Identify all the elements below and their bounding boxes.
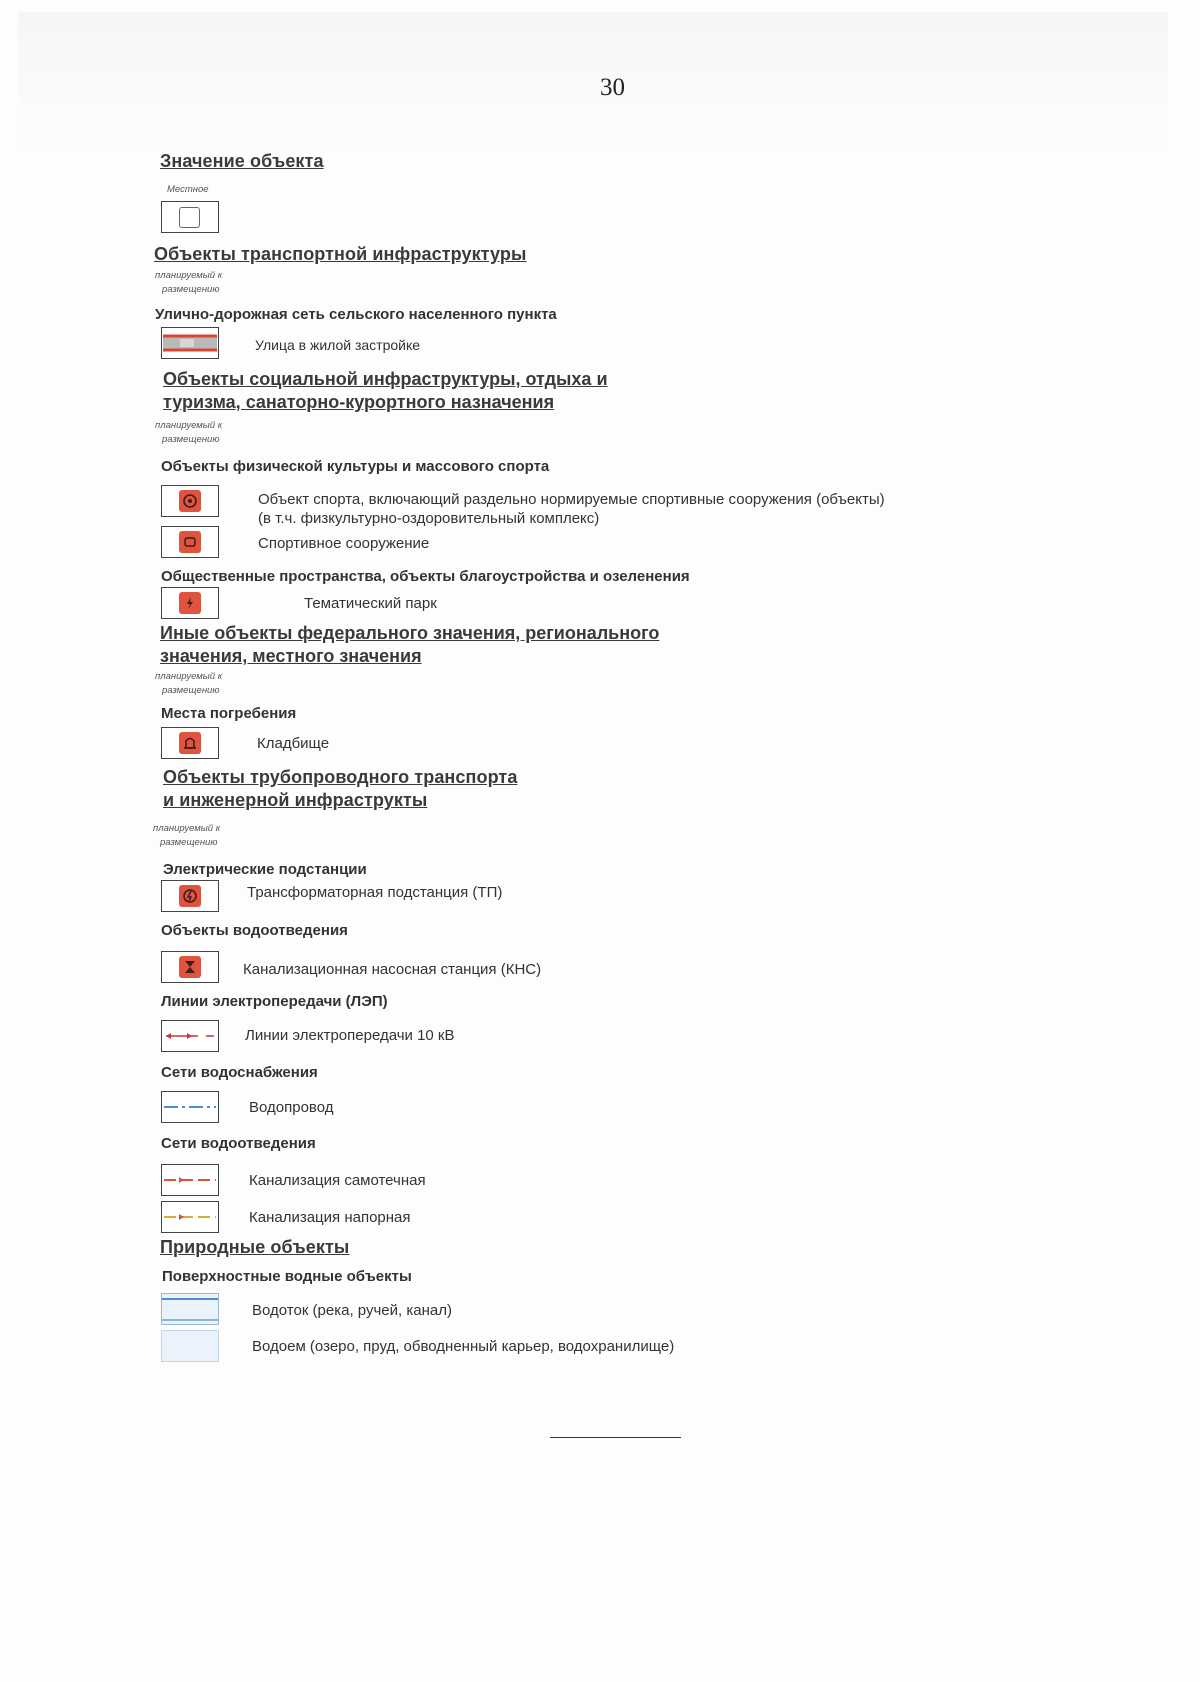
significance-symbol-label: Местное — [167, 184, 209, 195]
sport-facility-label: Спортивное сооружение — [258, 535, 430, 552]
social-note-2: размещению — [162, 434, 220, 445]
sport-facility-icon — [161, 526, 219, 558]
sport-object-label-1: Объект спорта, включающий раздельно нормируемые спортивные сооружения (объекты) — [258, 491, 885, 508]
public-spaces-group: Общественные пространства, объекты благоустройства и озеленения — [161, 568, 690, 585]
water-supply-group: Сети водоснабжения — [161, 1064, 318, 1081]
other-note-2: размещению — [162, 685, 220, 696]
end-divider — [550, 1437, 681, 1438]
scan-artifact — [18, 12, 1168, 157]
street-label: Улица в жилой застройке — [255, 337, 421, 353]
sewer-pressure-label: Канализация напорная — [249, 1209, 411, 1226]
cemetery-label: Кладбище — [257, 735, 330, 752]
social-title: Объекты социальной инфраструктуры, отдыха и туризма, санаторно-курортного назначения — [163, 369, 608, 412]
burial-group: Места погребения — [161, 705, 297, 722]
other-note-1: планируемый к — [155, 671, 223, 682]
pipeline-note-1: планируемый к — [153, 823, 221, 834]
sewer-gravity-label: Канализация самотечная — [249, 1172, 426, 1189]
sewer-pressure-icon — [161, 1201, 219, 1233]
water-pipe-label: Водопровод — [249, 1099, 334, 1116]
sport-group: Объекты физической культуры и массового спорта — [161, 458, 550, 475]
social-note-1: планируемый к — [155, 420, 223, 431]
park-label: Тематический парк — [304, 595, 437, 612]
substations-group: Электрические подстанции — [163, 861, 367, 878]
significance-title: Значение объекта — [160, 151, 324, 171]
street-icon — [161, 327, 219, 359]
other-objects-title: Иные объекты федерального значения, регионального значения, местного значения — [160, 623, 660, 666]
power-line-icon — [161, 1020, 219, 1052]
transport-note-1: планируемый к — [155, 270, 223, 281]
watercourse-icon — [161, 1293, 219, 1325]
pipeline-title-1: Объекты трубопроводного транспорта — [163, 767, 518, 787]
water-body-icon — [161, 1330, 219, 1362]
cemetery-icon — [161, 727, 219, 759]
pipeline-note-2: размещению — [160, 837, 218, 848]
substation-icon — [161, 880, 219, 912]
power-line-label: Линии электропередачи 10 кВ — [245, 1027, 455, 1044]
sewer-gravity-icon — [161, 1164, 219, 1196]
power-lines-group: Линии электропередачи (ЛЭП) — [161, 993, 388, 1010]
sport-object-label-2: (в т.ч. физкультурно-оздоровительный комплекс) — [258, 510, 600, 527]
water-pipe-icon — [161, 1091, 219, 1123]
nature-title: Природные объекты — [160, 1237, 350, 1257]
transport-group: Улично-дорожная сеть сельского населенного пункта — [155, 306, 557, 323]
water-body-label: Водоем (озеро, пруд, обводненный карьер, водохранилище) — [252, 1338, 675, 1355]
watercourse-label: Водоток (река, ручей, канал) — [252, 1302, 452, 1319]
park-icon — [161, 587, 219, 619]
drainage-group: Объекты водоотведения — [161, 922, 348, 939]
pipeline-title-2: и инженерной инфраструкты — [163, 790, 428, 810]
pump-station-label: Канализационная насосная станция (КНС) — [243, 961, 542, 978]
sport-ball-icon — [161, 485, 219, 517]
transport-note-2: размещению — [162, 284, 220, 295]
empty-square-icon — [161, 201, 219, 233]
water-bodies-group: Поверхностные водные объекты — [162, 1268, 412, 1285]
substation-label: Трансформаторная подстанция (ТП) — [247, 884, 503, 901]
sewer-group: Сети водоотведения — [161, 1135, 316, 1152]
pump-station-icon — [161, 951, 219, 983]
transport-title: Объекты транспортной инфраструктуры — [154, 244, 527, 264]
page-number: 30 — [600, 74, 625, 101]
